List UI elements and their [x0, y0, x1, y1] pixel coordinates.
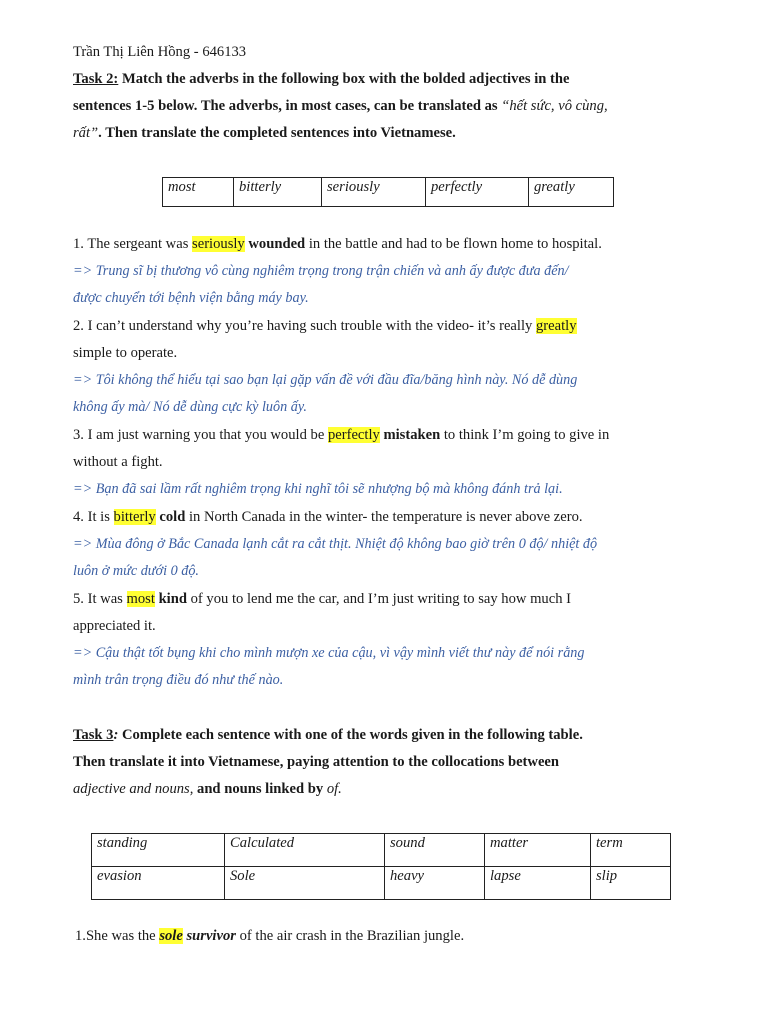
- word-cell: evasion: [92, 867, 225, 900]
- word-cell: heavy: [385, 867, 485, 900]
- task3-instruction-line-3: adjective and nouns, and nouns linked by of.: [73, 781, 342, 797]
- item-5-translation-2: mình trân trọng điều đó như thế nào.: [73, 672, 284, 688]
- word-cell: lapse: [485, 867, 591, 900]
- adverb-cell: perfectly: [426, 178, 529, 207]
- item-3-sentence: 3. I am just warning you that you would be perfectly mistaken to think I’m going to give in: [73, 427, 610, 443]
- bold-adjective: mistaken: [383, 427, 441, 443]
- word-cell: matter: [485, 834, 591, 867]
- task2-instruction-line-2: sentences 1-5 below. The adverbs, in most cases, can be translated as “hết sức, vô cùng,: [73, 98, 608, 114]
- item-5-translation-1: => Cậu thật tốt bụng khi cho mình mượn xe của cậu, vì vậy mình viết thư này để nói rằng: [73, 645, 585, 661]
- bold-adjective: wounded: [248, 236, 306, 252]
- bold-adjective: cold: [159, 509, 186, 525]
- item-4-translation-2: luôn ở mức dưới 0 độ.: [73, 563, 199, 579]
- word-cell: standing: [92, 834, 225, 867]
- adverb-cell: most: [163, 178, 234, 207]
- word-cell: Sole: [225, 867, 385, 900]
- item-1-translation-1: => Trung sĩ bị thương vô cùng nghiêm trọng trong trận chiến và anh ấy được đưa đến/: [73, 263, 569, 279]
- adverb-cell: bitterly: [234, 178, 322, 207]
- item-2-sentence: 2. I can’t understand why you’re having such trouble with the video- it’s really greatly: [73, 318, 577, 334]
- highlighted-adverb: greatly: [535, 318, 577, 334]
- highlighted-adverb: seriously: [192, 236, 245, 252]
- item-5-sentence-cont: appreciated it.: [73, 618, 156, 634]
- word-cell: Calculated: [225, 834, 385, 867]
- task2-instruction-line-3: rất”. Then translate the completed sentences into Vietnamese.: [73, 125, 456, 141]
- highlighted-answer: sole: [159, 928, 183, 944]
- task2-instruction-line-1: Task 2: Match the adverbs in the following box with the bolded adjectives in the: [73, 71, 570, 87]
- bold-adjective: kind: [158, 591, 187, 607]
- adverbs-box: [162, 177, 614, 207]
- task3-label: Task 3: [73, 727, 114, 743]
- task2-label: Task 2:: [73, 71, 119, 87]
- item-1-translation-2: được chuyển tới bệnh viện bằng máy bay.: [73, 290, 309, 306]
- highlighted-adverb: bitterly: [113, 509, 156, 525]
- item-2-translation-2: không ấy mà/ Nó dễ dùng cực kỳ luôn ấy.: [73, 399, 307, 415]
- item-4-sentence: 4. It is bitterly cold in North Canada in the winter- the temperature is never above zero.: [73, 509, 583, 525]
- bold-noun: survivor: [182, 928, 236, 944]
- adverb-cell: greatly: [529, 178, 614, 207]
- item-2-translation-1: => Tôi không thể hiểu tại sao bạn lại gặp vấn đề với đầu đĩa/băng hình này. Nó dễ dùng: [73, 372, 578, 388]
- word-cell: term: [591, 834, 671, 867]
- task3-sentence-1: 1.She was the sole survivor of the air crash in the Brazilian jungle.: [75, 928, 465, 944]
- item-3-sentence-cont: without a fight.: [73, 454, 163, 470]
- item-3-translation-1: => Bạn đã sai lầm rất nghiêm trọng khi nghĩ tôi sẽ nhượng bộ mà không đánh trả lại.: [73, 481, 563, 497]
- item-1-sentence: 1. The sergeant was seriously wounded in the battle and had to be flown home to hospital.: [73, 236, 602, 252]
- word-cell: slip: [591, 867, 671, 900]
- word-table: [91, 833, 671, 900]
- highlighted-adverb: most: [126, 591, 155, 607]
- item-4-translation-1: => Mùa đông ở Bắc Canada lạnh cắt ra cắt thịt. Nhiệt độ không bao giờ trên 0 độ/ nhiệt độ: [73, 536, 598, 552]
- word-cell: sound: [385, 834, 485, 867]
- adverb-cell: seriously: [322, 178, 426, 207]
- task3-instruction-line-2: Then translate it into Vietnamese, paying attention to the collocations between: [73, 754, 560, 770]
- highlighted-adverb: perfectly: [327, 427, 380, 443]
- task3-instruction-line-1: Task 3: Complete each sentence with one of the words given in the following table.: [73, 727, 583, 743]
- item-5-sentence: 5. It was most kind of you to lend me the car, and I’m just writing to say how much I: [73, 591, 572, 607]
- author-line: Trần Thị Liên Hồng - 646133: [73, 44, 247, 60]
- item-2-sentence-cont: simple to operate.: [73, 345, 178, 361]
